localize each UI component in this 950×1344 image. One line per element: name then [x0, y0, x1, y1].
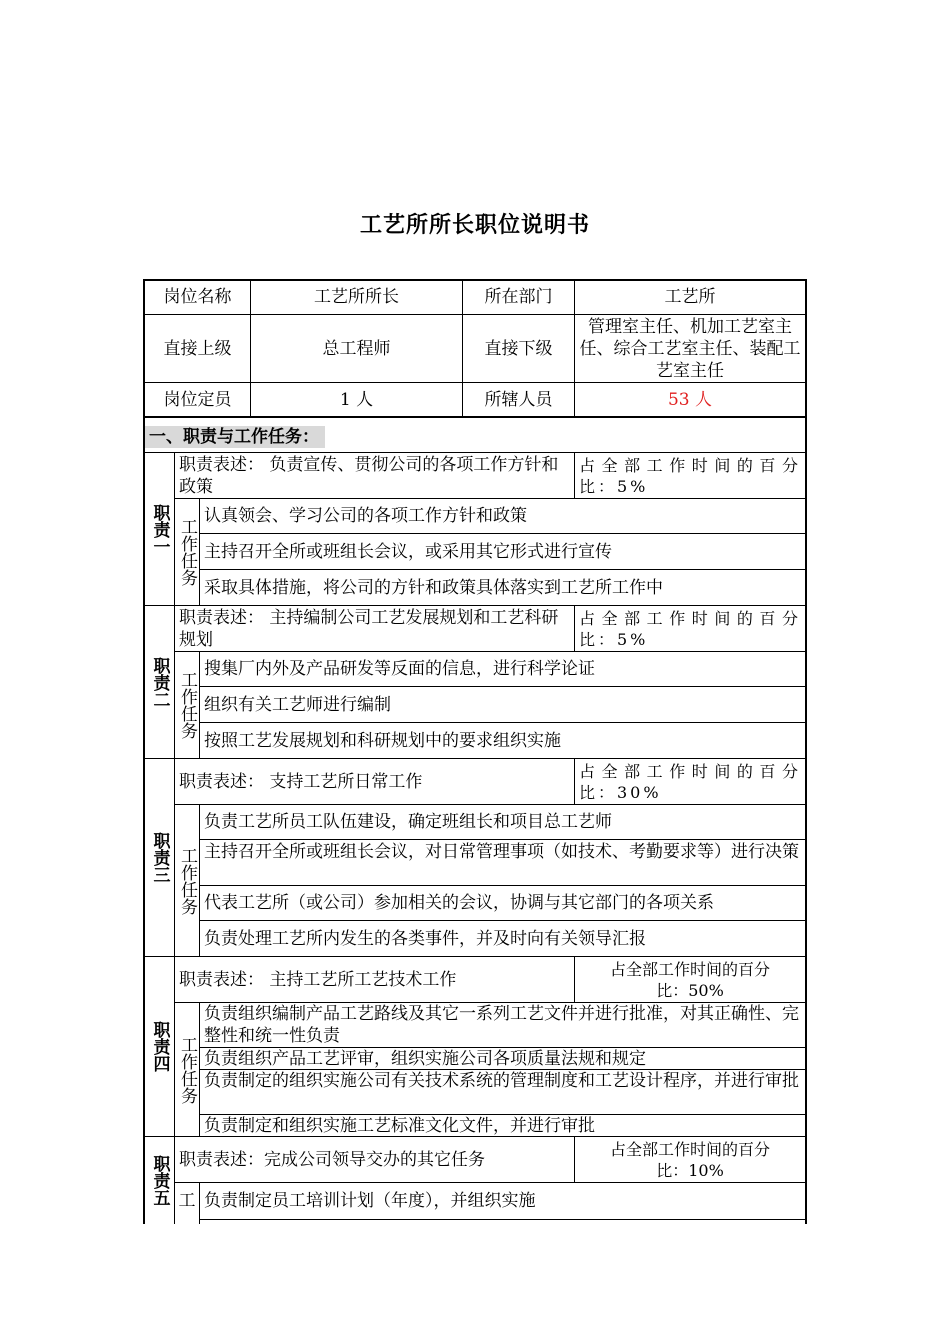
section-title-text: 一、职责与工作任务：: [145, 426, 325, 448]
label-direct-subordinate: 直接下级: [484, 338, 553, 359]
task-item: 搜集厂内外及产品研发等反面的信息，进行科学论证: [204, 659, 595, 679]
page-title: 工艺所所长职位说明书: [359, 212, 590, 238]
task-item: 负责处理工艺所内发生的各类事件，并及时向有关领导汇报: [204, 928, 646, 949]
task-item: 负责工艺所员工队伍建设，确定班组长和项目总工艺师: [204, 812, 612, 832]
duty-statement: 职责表述： 支持工艺所日常工作: [179, 771, 423, 792]
task-item: 负责组织产品工艺评审，组织实施公司各项质量法规和规定: [204, 1048, 646, 1069]
task-item: 负责制定和组织实施工艺标准文化文件，并进行审批: [204, 1115, 595, 1136]
duty-label: 职责五: [149, 1155, 170, 1206]
value-headcount: 1 人: [339, 389, 374, 410]
duty-percent: 占全部工作时间的百分比：50%: [609, 960, 770, 1000]
task-item: 主持召开全所或班组长会议，对日常管理事项（如技术、考勤要求等）进行决策: [204, 842, 799, 862]
task-item: 采取具体措施，将公司的方针和政策具体落实到工艺所工作中: [204, 577, 663, 598]
task-label: 工: [178, 1191, 196, 1211]
duty-percent: 占全部工作时间的百分比：10%: [609, 1140, 770, 1180]
duty-percent: 占全部工作时间的百分比：30%: [579, 762, 801, 802]
duty-label: 职责四: [149, 1021, 170, 1072]
label-managed-staff: 所辖人员: [484, 389, 553, 410]
duty-statement: 职责表述： 主持工艺所工艺技术工作: [179, 969, 457, 990]
label-direct-superior: 直接上级: [163, 338, 232, 359]
value-managed-staff: 53 人: [667, 389, 713, 410]
task-item: 负责制定的组织实施公司有关技术系统的管理制度和工艺设计程序，并进行审批: [204, 1071, 799, 1091]
label-headcount: 岗位定员: [163, 389, 232, 410]
duty-statement: 职责表述： 负责宣传、贯彻公司的各项工作方针和政策: [179, 455, 559, 497]
task-label: 工作任务: [177, 846, 197, 915]
duty-label: 职责一: [149, 503, 170, 555]
section-title: [145, 426, 325, 448]
value-department: 工艺所: [664, 287, 716, 307]
task-item: 负责制定员工培训计划（年度），并组织实施: [204, 1191, 536, 1211]
label-position-name: 岗位名称: [163, 287, 232, 307]
label-department: 所在部门: [484, 287, 553, 307]
duty-percent: 占全部工作时间的百分比：5%: [579, 456, 801, 496]
duty-statement: 职责表述：完成公司领导交办的其它任务: [179, 1149, 485, 1170]
task-label: 工作任务: [177, 671, 197, 739]
task-item: 组织有关工艺师进行编制: [204, 694, 391, 715]
value-position-name: 工艺所所长: [314, 287, 399, 307]
task-item: 主持召开全所或班组长会议，或采用其它形式进行宣传: [204, 541, 612, 562]
task-item: 代表工艺所（或公司）参加相关的会议，协调与其它部门的各项关系: [204, 893, 714, 913]
duty-label: 职责三: [149, 832, 170, 883]
task-label: 工作任务: [177, 518, 197, 586]
task-item: 负责组织编制产品工艺路线及其它一系列工艺文件并进行批准，对其正确性、完整性和统一性负责: [204, 1004, 799, 1046]
task-item: 按照工艺发展规划和科研规划中的要求组织实施: [204, 730, 561, 751]
duty-label: 职责二: [149, 656, 170, 708]
duty-percent: 占全部工作时间的百分比：5%: [579, 609, 801, 649]
value-direct-subordinate: 管理室主任、机加工艺室主任、综合工艺室主任、装配工艺室主任: [579, 316, 801, 381]
task-item: 认真领会、学习公司的各项工作方针和政策: [204, 506, 527, 526]
duty-statement: 职责表述： 主持编制公司工艺发展规划和工艺科研规划: [179, 608, 559, 650]
task-label: 工作任务: [177, 1035, 197, 1104]
value-direct-superior: 总工程师: [322, 338, 391, 359]
